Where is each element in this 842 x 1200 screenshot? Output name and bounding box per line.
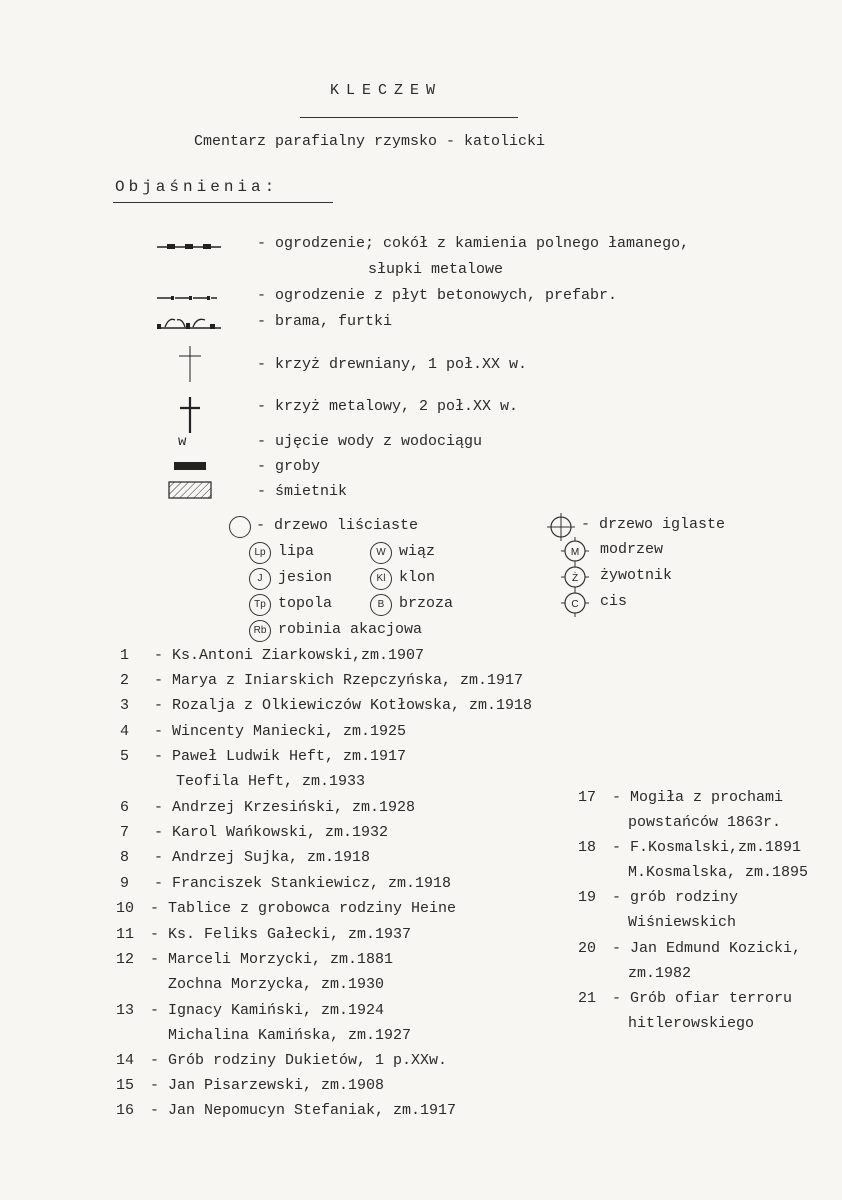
grave-item-11: 11 - Ks. Feliks Gałecki, zm.1937 [116,926,412,943]
coniferous-tree-label: - drzewo iglaste [581,516,726,533]
coniferous-abbr: Ż [571,573,579,584]
coniferous-abbr-icon [560,588,590,618]
grave-item-12-cont: Zochna Morzycka, zm.1930 [168,976,385,993]
legend-gate-text: - brama, furtki [257,313,393,330]
grave-item-19-cont: Wiśniewskich [628,914,737,931]
grave-item-18-cont: M.Kosmalska, zm.1895 [628,864,809,881]
coniferous-abbr: C [571,599,579,610]
tree-name: jesion [278,569,333,586]
legend-heading: Objaśnienia: [115,178,279,196]
tree-abbr-icon: Lp [249,542,271,564]
metal-cross-icon [175,395,205,435]
page-subtitle: Cmentarz parafialny rzymsko - katolicki [194,133,546,150]
tree-name: modrzew [600,541,664,558]
legend-stone-fence-text: - ogrodzenie; cokół z kamienia polnego łamanego, [257,235,690,252]
grave-item-17-cont: powstańców 1863r. [628,814,782,831]
tree-name: brzoza [399,595,454,612]
grave-item-15: 15 - Jan Pisarzewski, zm.1908 [116,1077,385,1094]
grave-item-5-cont: Teofila Heft, zm.1933 [176,773,366,790]
wooden-cross-icon [175,344,205,384]
legend-metal-cross-text: - krzyż metalowy, 2 poł.XX w. [257,398,519,415]
legend-wooden-cross-text: - krzyż drewniany, 1 poł.XX w. [257,356,528,373]
grave-item-4: 4 - Wincenty Maniecki, zm.1925 [120,723,407,740]
grave-item-13-cont: Michalina Kamińska, zm.1927 [168,1027,412,1044]
tree-name: topola [278,595,333,612]
grave-item-8: 8 - Andrzej Sujka, zm.1918 [120,849,371,866]
tree-name: żywotnik [600,567,673,584]
tree-name: wiąz [399,543,436,560]
legend-water-intake-text: - ujęcie wody z wodociągu [257,433,483,450]
tree-name: lipa [278,543,315,560]
tree-abbr-icon: W [370,542,392,564]
grave-item-19: 19 - grób rodziny [578,889,739,906]
stone-fence-icon [155,238,225,252]
deciduous-tree-label: - drzewo liściaste [256,517,419,534]
water-intake-icon: w [178,434,187,450]
grave-item-2: 2 - Marya z Iniarskich Rzepczyńska, zm.1917 [120,672,524,689]
grave-item-9: 9 - Franciszek Stankiewicz, zm.1918 [120,875,452,892]
legend-graves-text: - groby [257,458,321,475]
legend-concrete-fence-text: - ogrodzenie z płyt betonowych, prefabr. [257,287,618,304]
tree-abbr-icon: B [370,594,392,616]
grave-item-1: 1 - Ks.Antoni Ziarkowski,zm.1907 [120,647,425,664]
grave-item-18: 18 - F.Kosmalski,zm.1891 [578,839,802,856]
gate-icon [155,312,225,332]
grave-item-13: 13 - Ignacy Kamiński, zm.1924 [116,1002,385,1019]
tree-abbr-icon: Kl [370,568,392,590]
grave-item-21-cont: hitlerowskiego [628,1015,755,1032]
tree-name: robinia akacjowa [278,621,423,638]
grave-item-6: 6 - Andrzej Krzesiński, zm.1928 [120,799,416,816]
grave-item-20-cont: zm.1982 [628,965,692,982]
concrete-fence-icon [155,292,225,304]
deciduous-tree-icon [229,516,251,538]
tree-abbr-icon: Rb [249,620,271,642]
tree-abbr-icon: J [249,568,271,590]
grave-icon [174,462,206,470]
grave-item-21: 21 - Grób ofiar terroru [578,990,793,1007]
grave-item-17: 17 - Mogiła z prochami [578,789,784,806]
tree-name: cis [600,593,628,610]
tree-name: klon [399,569,436,586]
grave-item-7: 7 - Karol Wańkowski, zm.1932 [120,824,389,841]
grave-item-14: 14 - Grób rodziny Dukietów, 1 p.XXw. [116,1052,448,1069]
page-title: KLECZEW [330,82,443,99]
legend-stone-fence-text-cont: słupki metalowe [368,261,504,278]
coniferous-abbr: M [570,547,580,558]
grave-item-12: 12 - Marceli Morzycki, zm.1881 [116,951,394,968]
title-underline [300,117,518,118]
grave-item-10: 10 - Tablice z grobowca rodziny Heine [116,900,457,917]
grave-item-3: 3 - Rozalja z Olkiewiczów Kotłowska, zm.1918 [120,697,533,714]
legend-trash-text: - śmietnik [257,483,348,500]
grave-item-20: 20 - Jan Edmund Kozicki, [578,940,802,957]
legend-heading-underline [113,202,333,203]
grave-item-5: 5 - Paweł Ludwik Heft, zm.1917 [120,748,407,765]
grave-item-16: 16 - Jan Nepomucyn Stefaniak, zm.1917 [116,1102,457,1119]
tree-abbr-icon: Tp [249,594,271,616]
trash-hatched-icon [168,481,214,501]
